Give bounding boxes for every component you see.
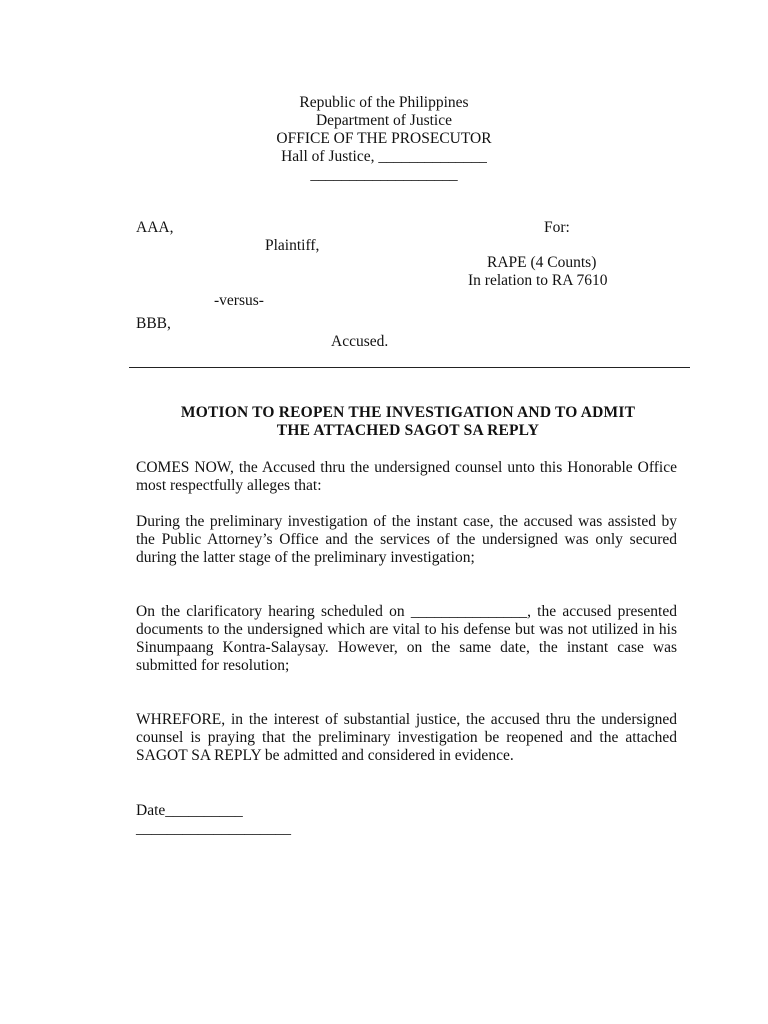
relation-label: In relation to RA 7610 [468, 272, 608, 289]
body-paragraph-1: COMES NOW, the Accused thru the undersigned counsel unto this Honorable Office most respectfully alleges that: [136, 459, 677, 494]
motion-title [120, 404, 696, 440]
caption-divider [129, 367, 690, 368]
header-hall-of-justice: Hall of Justice, ______________ [281, 148, 487, 165]
signature-line: ____________________ [136, 820, 291, 837]
motion-title-line1: MOTION TO REOPEN THE INVESTIGATION AND TO ADMIT [180, 404, 636, 421]
motion-title-line2: THE ATTACHED SAGOT SA REPLY [276, 422, 540, 439]
date-line: Date__________ [136, 802, 243, 819]
body-paragraph-4: WHREFORE, in the interest of substantial justice, the accused thru the undersigned counsel is praying that the preliminary investigation be reopened and the attached SAGOT SA REPLY be admitted and considered in evidence. [136, 711, 677, 764]
accused-label: Accused. [331, 333, 389, 350]
charge-label: RAPE (4 Counts) [487, 254, 597, 271]
document-header [0, 94, 768, 184]
accused-name: BBB, [136, 315, 171, 332]
body-paragraph-3: On the clarificatory hearing scheduled on _______________, the accused presented documents to the undersigned which are vital to his defense but was not utilized in his Sinumpaang Kontra-Salaysay. However, on the same date, the instant case was submitted for resolution; [136, 603, 677, 674]
header-department: Department of Justice [315, 112, 452, 129]
header-blank-line: ___________________ [310, 166, 458, 183]
header-office: OFFICE OF THE PROSECUTOR [276, 130, 492, 147]
body-paragraph-2: During the preliminary investigation of the instant case, the accused was assisted by the Public Attorney’s Office and the services of the undersigned was only secured during the latter stage of the preliminary investigation; [136, 513, 677, 566]
for-label: For: [544, 219, 570, 236]
plaintiff-label: Plaintiff, [265, 237, 320, 254]
header-republic: Republic of the Philippines [299, 94, 469, 111]
plaintiff-name: AAA, [136, 219, 174, 236]
versus-label: -versus- [214, 292, 264, 309]
